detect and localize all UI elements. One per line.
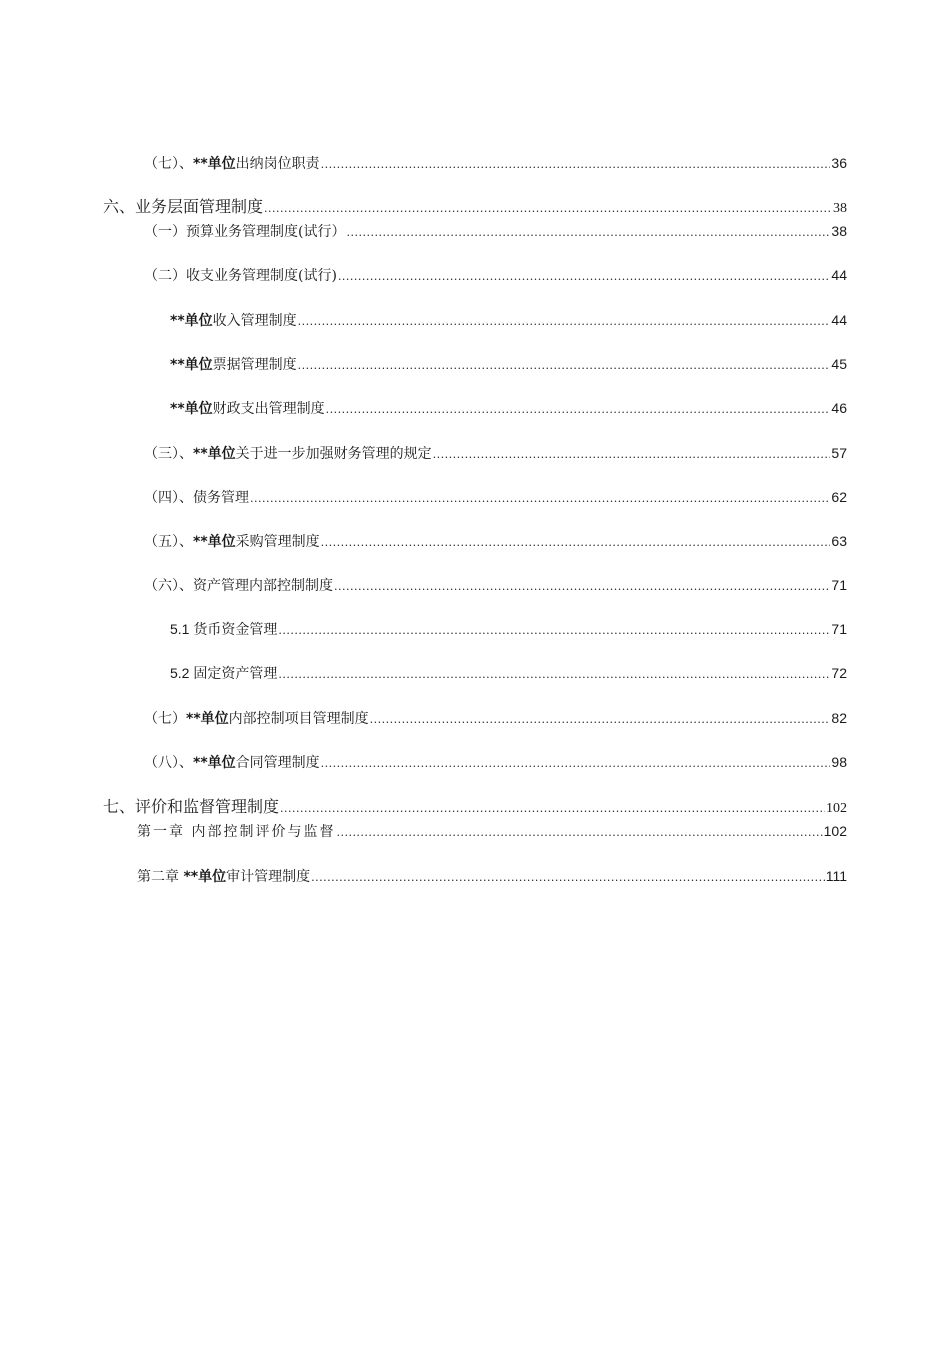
toc-entry-title: （四）、债务管理 <box>144 490 249 506</box>
toc-entry-title: （七）**单位内部控制项目管理制度 <box>144 711 369 727</box>
toc-entry[interactable] <box>144 152 847 174</box>
dot-leader <box>278 664 830 686</box>
toc-entry[interactable] <box>144 707 847 729</box>
toc-page-number: 44 <box>831 267 847 283</box>
toc-entry-title: 第二章 **单位审计管理制度 <box>137 869 311 885</box>
dot-leader <box>338 266 830 288</box>
toc-page-number: 71 <box>831 577 847 593</box>
toc-page-number: 38 <box>833 201 847 216</box>
toc-entry[interactable] <box>144 486 847 508</box>
toc-page-number: 57 <box>831 445 847 461</box>
dot-leader <box>280 798 825 820</box>
toc-subentry[interactable] <box>170 618 847 640</box>
toc-entry[interactable] <box>144 751 847 773</box>
toc-entry-title: （五）、**单位采购管理制度 <box>144 534 320 550</box>
dot-leader <box>321 532 831 554</box>
toc-page-number: 72 <box>831 665 847 681</box>
dot-leader <box>311 867 825 889</box>
dot-leader <box>336 822 822 844</box>
toc-entry-title: 5.2 固定资产管理 <box>170 665 278 682</box>
toc-subentry[interactable] <box>170 397 847 419</box>
toc-entry-title: 第一章 内部控制评价与监督 <box>137 824 336 840</box>
toc-entry-title: **单位票据管理制度 <box>170 357 297 373</box>
toc-entry[interactable] <box>137 865 847 887</box>
toc-entry[interactable] <box>144 530 847 552</box>
toc-page-number: 102 <box>826 801 847 816</box>
toc-entry-title: （八）、**单位合同管理制度 <box>144 755 320 771</box>
dot-leader <box>298 311 831 333</box>
toc-entry[interactable] <box>144 442 847 464</box>
toc-subentry[interactable] <box>170 309 847 331</box>
dot-leader <box>264 198 832 220</box>
toc-section-entry[interactable] <box>103 196 847 218</box>
dot-leader <box>346 222 830 244</box>
toc-page-number: 46 <box>831 400 847 416</box>
dot-leader <box>326 399 831 421</box>
toc-section-title: 六、业务层面管理制度 <box>103 197 264 216</box>
toc-entry-title: **单位财政支出管理制度 <box>170 401 325 417</box>
toc-page-number: 38 <box>831 223 847 239</box>
toc-page-number: 71 <box>831 621 847 637</box>
toc-page-number: 45 <box>831 356 847 372</box>
toc-entry-title: （六）、资产管理内部控制制度 <box>144 578 333 594</box>
toc-entry-title: （二）收支业务管理制度(试行) <box>144 268 337 284</box>
toc-entry-title: 5.1 货币资金管理 <box>170 621 278 638</box>
dot-leader <box>321 753 831 775</box>
toc-page-number: 82 <box>831 710 847 726</box>
dot-leader <box>370 709 831 731</box>
toc-entry-title: （一）预算业务管理制度(试行） <box>144 224 346 240</box>
dot-leader <box>278 620 830 642</box>
toc-page-number: 62 <box>831 489 847 505</box>
toc-page-number: 63 <box>831 533 847 549</box>
dot-leader <box>298 355 831 377</box>
toc-page-number: 111 <box>825 868 847 884</box>
toc-page-number: 102 <box>823 823 847 839</box>
toc-entry[interactable] <box>137 820 847 842</box>
toc-entry[interactable] <box>144 220 847 242</box>
toc-page-number: 98 <box>831 754 847 770</box>
toc-page-number: 36 <box>831 155 847 171</box>
dot-leader <box>250 488 830 510</box>
toc-entry-title: （三）、**单位关于进一步加强财务管理的规定 <box>144 446 432 462</box>
toc-entry-title: （七）、**单位出纳岗位职责 <box>144 156 320 172</box>
toc-entry[interactable] <box>144 574 847 596</box>
toc-subentry[interactable] <box>170 662 847 684</box>
toc-entry-title: **单位收入管理制度 <box>170 313 297 329</box>
toc-subentry[interactable] <box>170 353 847 375</box>
dot-leader <box>334 576 830 598</box>
toc-entry[interactable] <box>144 264 847 286</box>
toc-section-entry[interactable] <box>103 796 847 818</box>
dot-leader <box>321 154 831 176</box>
dot-leader <box>433 444 831 466</box>
toc-section-title: 七、评价和监督管理制度 <box>103 797 280 816</box>
toc-page-number: 44 <box>831 312 847 328</box>
